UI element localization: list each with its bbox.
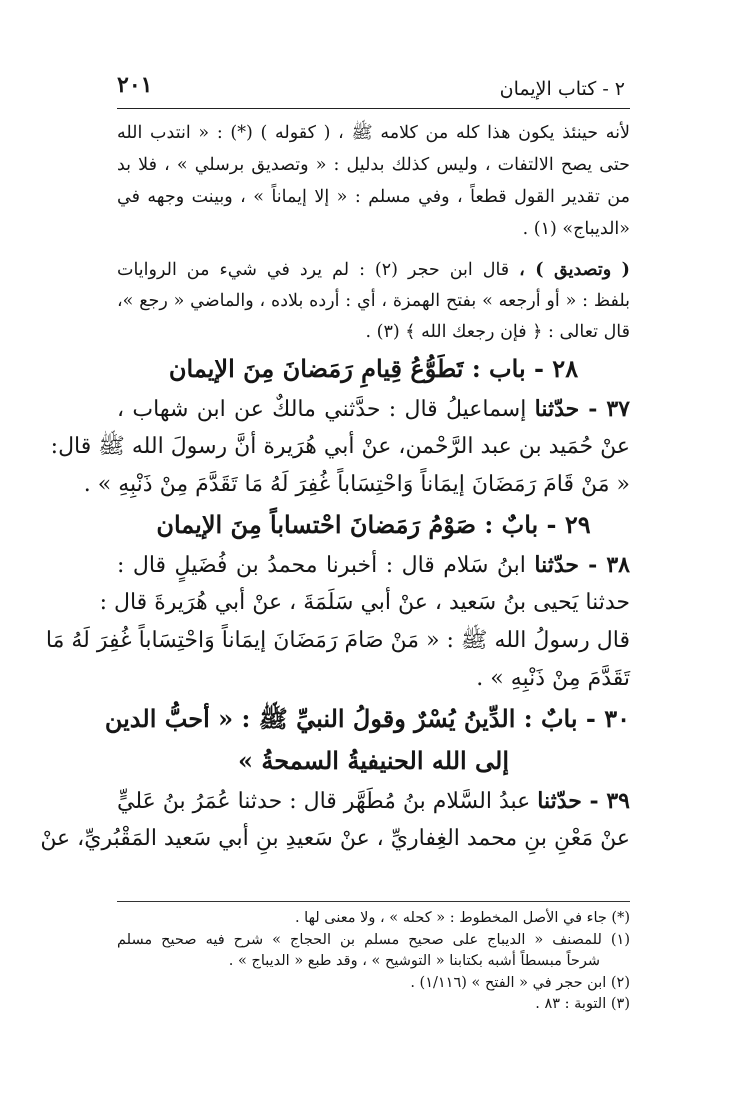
text-line — [117, 546, 630, 584]
commentary-paragraph — [117, 117, 630, 245]
footnote: (٢) ابن حجر في « الفتح » (١/١١٦) . — [410, 974, 630, 991]
term-label: ( وتصديق ) ، — [519, 260, 630, 280]
hadith-label: ٣٨ - حدّثنا — [534, 552, 630, 578]
page-number: ٢٠١ — [117, 72, 153, 98]
text-span: إسماعيلُ قال : حدَّثني مالكٌ عن ابن شهاب ، — [117, 397, 527, 422]
text-line: لأنه حينئذ يكون هذا كله من كلامه ﷺ ، ( كقوله ) (*) : « انتدب الله — [117, 123, 630, 143]
hadith-label: ٣٧ - حدّثنا — [534, 396, 630, 422]
commentary-paragraph-tasdiq — [117, 255, 630, 348]
chapter-30-title-line1: ٣٠ - بابٌ : الدِّينُ يُسْرٌ وقولُ النبيِّ ﷺ : « أحبُّ الدين — [104, 704, 630, 733]
body-text — [40, 117, 630, 858]
text-line: قال رسولُ الله ﷺ : « مَنْ صَامَ رَمَضَانَ إيمَاناً وَاحْتِسَاباً غُفِرَ لَهُ مَا — [45, 628, 630, 653]
hadith-38 — [45, 546, 630, 698]
text-line: «الديباج» (١) . — [522, 219, 630, 239]
hadith-37 — [50, 390, 630, 504]
text-line — [117, 782, 630, 820]
text-span: قال ابن حجر (٢) : لم يرد في شيء من الروايات — [117, 260, 510, 280]
text-line: عنْ حُمَيد بن عبد الرَّحْمن، عنْ أبي هُرَيرة أنَّ رسولَ الله ﷺ قال: — [50, 434, 630, 459]
text-line: حتى يصح الالتفات ، وليس كذلك بدليل : « وتصديق برسلي » ، فلا بد — [117, 155, 630, 175]
chapter-28-title: ٢٨ - باب : تَطَوُّعُ قِيامِ رَمَضانَ مِنَ الإيمان — [168, 354, 579, 383]
chapter-29-title: ٢٩ - بابٌ : صَوْمُ رَمَضانَ احْتساباً مِنَ الإيمان — [156, 510, 591, 539]
footnote-continuation: شرحاً مبسطاً أشبه بكتابنا « التوشيح » ، وقد طبع « الديباج » . — [228, 953, 600, 969]
text-line: عنْ مَعْنِ بنِ محمد الغِفاريِّ ، عنْ سَعيدِ بنِ أبي سَعيد المَقْبُريِّ، عنْ — [40, 826, 630, 851]
text-line — [117, 255, 630, 286]
text-span: عبدُ السَّلام بنُ مُطَهَّر قال : حدثنا عُمَرُ بنُ عَليٍّ — [117, 789, 531, 814]
chapter-30-title-line2: إلى الله الحنيفيةُ السمحةُ » — [237, 746, 510, 775]
running-title: ٢ - كتاب الإيمان — [499, 78, 625, 100]
text-line: « مَنْ قَامَ رَمَضَانَ إيمَاناً وَاحْتِسَاباً غُفِرَ لَهُ مَا تَقَدَّمَ مِنْ ذَنْبِهِ » . — [83, 472, 630, 497]
footnotes — [117, 908, 630, 1016]
hadith-label: ٣٩ - حدّثنا — [537, 788, 630, 814]
text-line — [117, 390, 630, 428]
hadith-39 — [40, 782, 630, 858]
header-rule — [117, 108, 630, 109]
footnote: (*) جاء في الأصل المخطوط : « كحله » ، ولا معنى لها . — [294, 910, 630, 926]
text-line: بلفظ : « أو أرجعه » بفتح الهمزة ، أي : أرده بلاده ، والماضي « رجع »، — [117, 291, 630, 311]
text-line: تَقَدَّمَ مِنْ ذَنْبِهِ » . — [476, 666, 630, 691]
text-line: قال تعالى : ﴿ فإن رجعك الله ﴾ (٣) . — [365, 322, 630, 342]
text-line: حدثنا يَحيى بنُ سَعيد ، عنْ أبي سَلَمَةَ ، عنْ أبي هُرَيرةَ قال : — [99, 590, 630, 615]
footnote-rule — [117, 901, 630, 902]
text-line: من تقدير القول قطعاً ، وفي مسلم : « إلا إيماناً » ، وبينت وجهه في — [117, 187, 630, 207]
text-span: ابنُ سَلام قال : أخبرنا محمدُ بن فُضَيلٍ قال : — [117, 553, 526, 578]
footnote: (١) للمصنف « الديباج على صحيح مسلم بن الحجاج » شرح فيه صحيح مسلم — [117, 931, 630, 948]
footnote: (٣) التوبة : ٨٣ . — [535, 996, 630, 1012]
